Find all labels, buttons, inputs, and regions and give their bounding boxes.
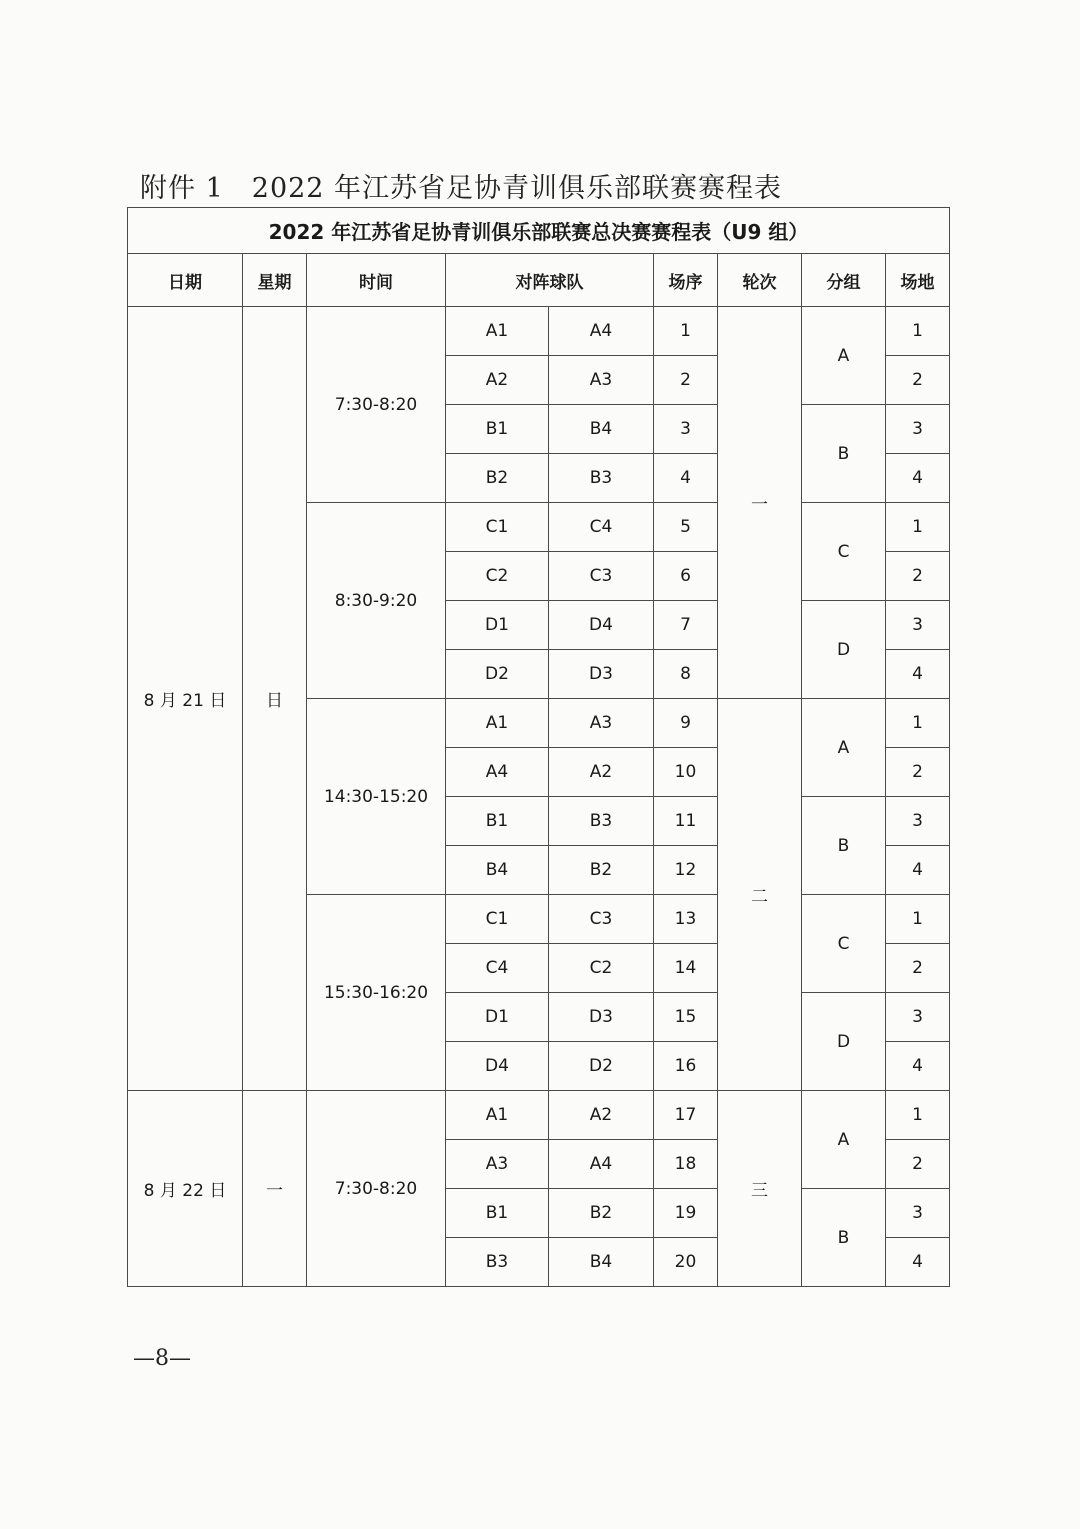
away-team-cell: B2: [549, 846, 654, 895]
pitch-cell: 4: [886, 650, 950, 699]
date-cell: 8 月 21 日: [128, 307, 243, 1091]
document-title: 附件 1 2022 年江苏省足协青训俱乐部联赛赛程表: [140, 173, 783, 204]
header-weekday: 星期: [243, 254, 307, 307]
header-pitch: 场地: [886, 254, 950, 307]
match-number-cell: 7: [654, 601, 718, 650]
home-team-cell: B4: [446, 846, 549, 895]
away-team-cell: A2: [549, 1091, 654, 1140]
pitch-cell: 4: [886, 846, 950, 895]
time-slot-cell: 8:30-9:20: [307, 503, 446, 699]
away-team-cell: B2: [549, 1189, 654, 1238]
date-cell: 8 月 22 日: [128, 1091, 243, 1287]
header-teams: 对阵球队: [446, 254, 654, 307]
group-cell: A: [802, 699, 886, 797]
group-cell: B: [802, 797, 886, 895]
home-team-cell: B1: [446, 797, 549, 846]
table-row: [128, 307, 950, 356]
pitch-cell: 4: [886, 1042, 950, 1091]
header-match-no: 场序: [654, 254, 718, 307]
pitch-cell: 2: [886, 552, 950, 601]
away-team-cell: D3: [549, 993, 654, 1042]
match-number-cell: 10: [654, 748, 718, 797]
time-slot-cell: 15:30-16:20: [307, 895, 446, 1091]
pitch-cell: 4: [886, 454, 950, 503]
header-round: 轮次: [718, 254, 802, 307]
pitch-cell: 3: [886, 405, 950, 454]
group-cell: A: [802, 307, 886, 405]
match-number-cell: 5: [654, 503, 718, 552]
match-number-cell: 1: [654, 307, 718, 356]
match-number-cell: 15: [654, 993, 718, 1042]
match-number-cell: 12: [654, 846, 718, 895]
away-team-cell: A4: [549, 1140, 654, 1189]
match-number-cell: 3: [654, 405, 718, 454]
home-team-cell: B1: [446, 1189, 549, 1238]
pitch-cell: 1: [886, 699, 950, 748]
away-team-cell: B4: [549, 1238, 654, 1287]
away-team-cell: B3: [549, 797, 654, 846]
away-team-cell: C4: [549, 503, 654, 552]
match-number-cell: 16: [654, 1042, 718, 1091]
away-team-cell: A3: [549, 699, 654, 748]
home-team-cell: A1: [446, 699, 549, 748]
away-team-cell: A3: [549, 356, 654, 405]
home-team-cell: D2: [446, 650, 549, 699]
pitch-cell: 2: [886, 944, 950, 993]
pitch-cell: 4: [886, 1238, 950, 1287]
table-title: 2022 年江苏省足协青训俱乐部联赛总决赛赛程表（U9 组）: [128, 208, 950, 254]
home-team-cell: D1: [446, 993, 549, 1042]
time-slot-cell: 7:30-8:20: [307, 1091, 446, 1287]
match-number-cell: 8: [654, 650, 718, 699]
home-team-cell: C4: [446, 944, 549, 993]
round-cell: 二: [718, 699, 802, 1091]
home-team-cell: C1: [446, 895, 549, 944]
home-team-cell: D4: [446, 1042, 549, 1091]
pitch-cell: 3: [886, 601, 950, 650]
pitch-cell: 3: [886, 1189, 950, 1238]
match-number-cell: 13: [654, 895, 718, 944]
away-team-cell: A2: [549, 748, 654, 797]
header-time: 时间: [307, 254, 446, 307]
header-group: 分组: [802, 254, 886, 307]
schedule-body: [128, 307, 950, 1287]
home-team-cell: B3: [446, 1238, 549, 1287]
time-slot-cell: 14:30-15:20: [307, 699, 446, 895]
pitch-cell: 1: [886, 895, 950, 944]
pitch-cell: 1: [886, 307, 950, 356]
table-row: [128, 1091, 950, 1140]
time-slot-cell: 7:30-8:20: [307, 307, 446, 503]
home-team-cell: A1: [446, 1091, 549, 1140]
group-cell: B: [802, 405, 886, 503]
round-cell: 三: [718, 1091, 802, 1287]
home-team-cell: C2: [446, 552, 549, 601]
match-number-cell: 19: [654, 1189, 718, 1238]
group-cell: A: [802, 1091, 886, 1189]
home-team-cell: B1: [446, 405, 549, 454]
group-cell: D: [802, 601, 886, 699]
home-team-cell: A4: [446, 748, 549, 797]
match-number-cell: 17: [654, 1091, 718, 1140]
away-team-cell: A4: [549, 307, 654, 356]
home-team-cell: D1: [446, 601, 549, 650]
match-number-cell: 18: [654, 1140, 718, 1189]
pitch-cell: 3: [886, 797, 950, 846]
pitch-cell: 1: [886, 503, 950, 552]
away-team-cell: D3: [549, 650, 654, 699]
schedule-table: [127, 207, 950, 1287]
home-team-cell: A1: [446, 307, 549, 356]
away-team-cell: C2: [549, 944, 654, 993]
away-team-cell: D2: [549, 1042, 654, 1091]
pitch-cell: 3: [886, 993, 950, 1042]
header-date: 日期: [128, 254, 243, 307]
away-team-cell: C3: [549, 895, 654, 944]
pitch-cell: 2: [886, 356, 950, 405]
home-team-cell: A3: [446, 1140, 549, 1189]
pitch-cell: 1: [886, 1091, 950, 1140]
pitch-cell: 2: [886, 748, 950, 797]
pitch-cell: 2: [886, 1140, 950, 1189]
away-team-cell: B3: [549, 454, 654, 503]
home-team-cell: A2: [446, 356, 549, 405]
match-number-cell: 14: [654, 944, 718, 993]
home-team-cell: B2: [446, 454, 549, 503]
group-cell: C: [802, 895, 886, 993]
match-number-cell: 20: [654, 1238, 718, 1287]
page-number: —8—: [133, 1346, 191, 1371]
match-number-cell: 11: [654, 797, 718, 846]
away-team-cell: B4: [549, 405, 654, 454]
group-cell: C: [802, 503, 886, 601]
home-team-cell: C1: [446, 503, 549, 552]
match-number-cell: 9: [654, 699, 718, 748]
away-team-cell: D4: [549, 601, 654, 650]
weekday-cell: 日: [243, 307, 307, 1091]
match-number-cell: 2: [654, 356, 718, 405]
weekday-cell: 一: [243, 1091, 307, 1287]
group-cell: B: [802, 1189, 886, 1287]
match-number-cell: 6: [654, 552, 718, 601]
round-cell: 一: [718, 307, 802, 699]
away-team-cell: C3: [549, 552, 654, 601]
group-cell: D: [802, 993, 886, 1091]
match-number-cell: 4: [654, 454, 718, 503]
